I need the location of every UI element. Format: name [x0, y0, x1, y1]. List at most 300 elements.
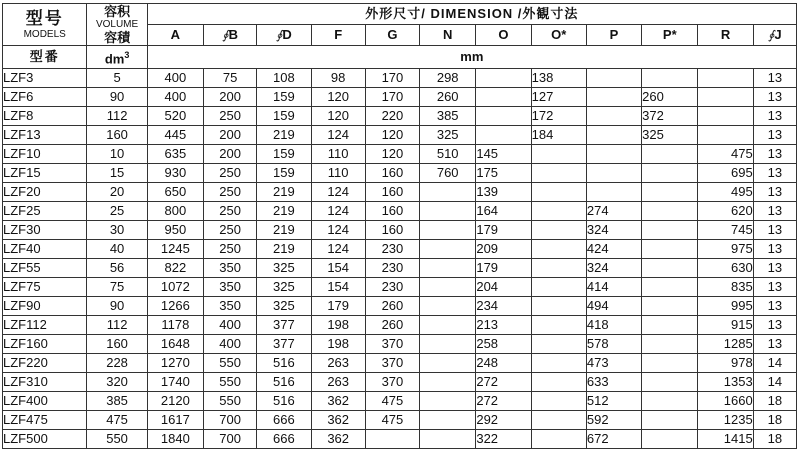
cell-d: 219 — [257, 221, 311, 240]
cell-r — [698, 107, 753, 126]
table-row — [3, 126, 797, 145]
cell-ps — [642, 335, 698, 354]
cell-ps — [642, 240, 698, 259]
cell-d: 377 — [257, 316, 311, 335]
cell-g: 120 — [365, 126, 419, 145]
cell-b: 250 — [204, 202, 257, 221]
table-row — [3, 259, 797, 278]
cell-g: 120 — [365, 145, 419, 164]
cell-f: 120 — [311, 107, 365, 126]
cell-o: 139 — [476, 183, 531, 202]
cell-d: 159 — [257, 164, 311, 183]
cell-d: 108 — [257, 69, 311, 88]
cell-model: LZF160 — [3, 335, 87, 354]
cell-r: 620 — [698, 202, 753, 221]
column-header-p-star — [642, 25, 698, 46]
cell-o: 209 — [476, 240, 531, 259]
cell-vol: 25 — [87, 202, 147, 221]
cell-f: 98 — [311, 69, 365, 88]
cell-o: 248 — [476, 354, 531, 373]
column-header-label: A — [170, 27, 181, 42]
cell-j: 13 — [753, 335, 796, 354]
cell-j: 18 — [753, 411, 796, 430]
cell-model: LZF40 — [3, 240, 87, 259]
model-header — [3, 4, 87, 46]
cell-os — [531, 411, 586, 430]
cell-o: 322 — [476, 430, 531, 449]
cell-r: 745 — [698, 221, 753, 240]
cell-a: 1617 — [147, 411, 203, 430]
cell-os — [531, 183, 586, 202]
cell-g: 160 — [365, 183, 419, 202]
cell-model: LZF75 — [3, 278, 87, 297]
cell-os: 138 — [531, 69, 586, 88]
cell-ps — [642, 297, 698, 316]
cell-j: 14 — [753, 373, 796, 392]
column-header-f — [311, 25, 365, 46]
table-row — [3, 107, 797, 126]
cell-d: 219 — [257, 202, 311, 221]
table-row — [3, 297, 797, 316]
cell-n — [420, 221, 476, 240]
cell-r: 835 — [698, 278, 753, 297]
volume-header-en: VOLUME — [95, 19, 139, 30]
cell-j: 13 — [753, 145, 796, 164]
cell-p: 418 — [586, 316, 641, 335]
cell-g: 160 — [365, 202, 419, 221]
cell-vol: 5 — [87, 69, 147, 88]
cell-model: LZF25 — [3, 202, 87, 221]
cell-model: LZF15 — [3, 164, 87, 183]
table-row — [3, 145, 797, 164]
cell-o: 175 — [476, 164, 531, 183]
cell-n — [420, 183, 476, 202]
cell-vol: 475 — [87, 411, 147, 430]
cell-j: 18 — [753, 430, 796, 449]
diameter-symbol: ∮ — [222, 28, 229, 42]
cell-model: LZF55 — [3, 259, 87, 278]
cell-o: 234 — [476, 297, 531, 316]
column-header-n — [420, 25, 476, 46]
cell-ps — [642, 278, 698, 297]
cell-a: 400 — [147, 88, 203, 107]
column-header-p — [586, 25, 641, 46]
cell-g: 475 — [365, 411, 419, 430]
cell-n — [420, 335, 476, 354]
column-header-o-star — [531, 25, 586, 46]
column-header-label: F — [334, 27, 343, 42]
cell-f: 154 — [311, 259, 365, 278]
cell-f: 124 — [311, 202, 365, 221]
cell-os — [531, 392, 586, 411]
cell-os — [531, 259, 586, 278]
cell-p — [586, 164, 641, 183]
cell-o: 164 — [476, 202, 531, 221]
cell-j: 13 — [753, 221, 796, 240]
cell-p: 578 — [586, 335, 641, 354]
volume-header-cjk-top: 容积 — [104, 4, 131, 19]
cell-n — [420, 297, 476, 316]
cell-a: 2120 — [147, 392, 203, 411]
cell-j: 13 — [753, 316, 796, 335]
cell-f: 124 — [311, 126, 365, 145]
cell-p — [586, 88, 641, 107]
cell-ps — [642, 183, 698, 202]
cell-p: 324 — [586, 221, 641, 240]
cell-f: 124 — [311, 240, 365, 259]
column-header-o — [476, 25, 531, 46]
cell-f: 124 — [311, 221, 365, 240]
cell-d: 159 — [257, 88, 311, 107]
cell-r: 975 — [698, 240, 753, 259]
cell-p: 633 — [586, 373, 641, 392]
cell-os — [531, 335, 586, 354]
cell-b: 250 — [204, 183, 257, 202]
cell-n — [420, 354, 476, 373]
cell-n — [420, 278, 476, 297]
cell-p: 473 — [586, 354, 641, 373]
cell-j: 13 — [753, 69, 796, 88]
cell-f: 362 — [311, 411, 365, 430]
cell-model: LZF475 — [3, 411, 87, 430]
cell-p: 494 — [586, 297, 641, 316]
table-row — [3, 88, 797, 107]
cell-os — [531, 316, 586, 335]
diameter-symbol: ∮ — [768, 28, 775, 42]
cell-r: 630 — [698, 259, 753, 278]
cell-a: 950 — [147, 221, 203, 240]
dimension-unit: mm — [147, 46, 796, 69]
cell-b: 400 — [204, 335, 257, 354]
volume-unit-exp: 3 — [124, 50, 130, 60]
model-header-en: MODELS — [23, 28, 66, 40]
cell-j: 13 — [753, 240, 796, 259]
cell-vol: 30 — [87, 221, 147, 240]
cell-f: 362 — [311, 392, 365, 411]
cell-model: LZF3 — [3, 69, 87, 88]
cell-ps — [642, 430, 698, 449]
cell-n — [420, 392, 476, 411]
cell-a: 1270 — [147, 354, 203, 373]
cell-b: 200 — [204, 88, 257, 107]
cell-os — [531, 297, 586, 316]
cell-p: 414 — [586, 278, 641, 297]
cell-o: 145 — [476, 145, 531, 164]
cell-o: 213 — [476, 316, 531, 335]
cell-r: 1235 — [698, 411, 753, 430]
cell-j: 13 — [753, 88, 796, 107]
cell-p: 274 — [586, 202, 641, 221]
cell-o — [476, 126, 531, 145]
cell-n — [420, 259, 476, 278]
cell-a: 445 — [147, 126, 203, 145]
cell-g — [365, 430, 419, 449]
cell-d: 516 — [257, 373, 311, 392]
column-header-b — [204, 25, 257, 46]
cell-g: 370 — [365, 373, 419, 392]
cell-r: 495 — [698, 183, 753, 202]
cell-j: 13 — [753, 183, 796, 202]
cell-g: 230 — [365, 240, 419, 259]
cell-r: 995 — [698, 297, 753, 316]
column-header-d — [257, 25, 311, 46]
cell-b: 550 — [204, 373, 257, 392]
cell-b: 350 — [204, 259, 257, 278]
cell-vol: 40 — [87, 240, 147, 259]
table-row — [3, 164, 797, 183]
cell-d: 325 — [257, 297, 311, 316]
cell-j: 13 — [753, 202, 796, 221]
cell-j: 14 — [753, 354, 796, 373]
cell-j: 13 — [753, 259, 796, 278]
cell-r: 475 — [698, 145, 753, 164]
column-header-label: D — [282, 27, 292, 42]
cell-b: 250 — [204, 240, 257, 259]
column-header-label: J — [774, 27, 782, 42]
cell-n — [420, 430, 476, 449]
cell-o: 272 — [476, 392, 531, 411]
cell-os — [531, 240, 586, 259]
cell-n: 325 — [420, 126, 476, 145]
cell-b: 400 — [204, 316, 257, 335]
cell-d: 219 — [257, 183, 311, 202]
cell-d: 516 — [257, 392, 311, 411]
cell-j: 13 — [753, 107, 796, 126]
cell-b: 250 — [204, 221, 257, 240]
cell-b: 250 — [204, 164, 257, 183]
cell-n: 298 — [420, 69, 476, 88]
cell-model: LZF13 — [3, 126, 87, 145]
cell-b: 200 — [204, 145, 257, 164]
cell-f: 154 — [311, 278, 365, 297]
cell-vol: 320 — [87, 373, 147, 392]
cell-vol: 15 — [87, 164, 147, 183]
cell-f: 110 — [311, 145, 365, 164]
cell-vol: 160 — [87, 335, 147, 354]
table-row — [3, 430, 797, 449]
cell-n: 385 — [420, 107, 476, 126]
cell-g: 370 — [365, 335, 419, 354]
volume-header — [87, 4, 147, 46]
cell-r — [698, 88, 753, 107]
column-header-label: P* — [662, 27, 677, 42]
cell-d: 377 — [257, 335, 311, 354]
cell-vol: 90 — [87, 88, 147, 107]
cell-ps — [642, 164, 698, 183]
cell-n — [420, 316, 476, 335]
cell-f: 110 — [311, 164, 365, 183]
cell-g: 170 — [365, 69, 419, 88]
cell-model: LZF10 — [3, 145, 87, 164]
column-header-label: N — [443, 27, 453, 42]
cell-n — [420, 202, 476, 221]
cell-a: 800 — [147, 202, 203, 221]
column-header-label: O — [498, 27, 509, 42]
column-header-r — [698, 25, 753, 46]
cell-r: 915 — [698, 316, 753, 335]
cell-vol: 228 — [87, 354, 147, 373]
cell-ps — [642, 145, 698, 164]
cell-d: 666 — [257, 430, 311, 449]
cell-model: LZF310 — [3, 373, 87, 392]
cell-a: 1266 — [147, 297, 203, 316]
model-header-cjk-bottom: 型番 — [3, 46, 87, 69]
cell-a: 1740 — [147, 373, 203, 392]
table-row — [3, 373, 797, 392]
table-body — [3, 69, 797, 449]
cell-a: 1245 — [147, 240, 203, 259]
column-header-a — [147, 25, 203, 46]
cell-b: 550 — [204, 354, 257, 373]
table-row — [3, 221, 797, 240]
cell-a: 400 — [147, 69, 203, 88]
cell-model: LZF20 — [3, 183, 87, 202]
table-row — [3, 240, 797, 259]
cell-g: 160 — [365, 221, 419, 240]
table-row — [3, 69, 797, 88]
cell-p: 324 — [586, 259, 641, 278]
cell-ps — [642, 373, 698, 392]
cell-b: 350 — [204, 297, 257, 316]
cell-d: 516 — [257, 354, 311, 373]
cell-o: 272 — [476, 373, 531, 392]
cell-b: 250 — [204, 107, 257, 126]
cell-a: 650 — [147, 183, 203, 202]
cell-n: 260 — [420, 88, 476, 107]
cell-n: 760 — [420, 164, 476, 183]
cell-r: 1285 — [698, 335, 753, 354]
cell-f: 263 — [311, 354, 365, 373]
cell-vol: 112 — [87, 107, 147, 126]
cell-p — [586, 107, 641, 126]
cell-d: 159 — [257, 145, 311, 164]
cell-a: 520 — [147, 107, 203, 126]
cell-os: 184 — [531, 126, 586, 145]
cell-vol: 56 — [87, 259, 147, 278]
cell-model: LZF30 — [3, 221, 87, 240]
cell-ps — [642, 69, 698, 88]
cell-model: LZF90 — [3, 297, 87, 316]
cell-g: 260 — [365, 316, 419, 335]
table-row — [3, 335, 797, 354]
table-row — [3, 316, 797, 335]
cell-d: 325 — [257, 259, 311, 278]
cell-p: 512 — [586, 392, 641, 411]
cell-r — [698, 126, 753, 145]
column-header-label: R — [720, 27, 731, 42]
cell-r: 1660 — [698, 392, 753, 411]
cell-a: 822 — [147, 259, 203, 278]
cell-vol: 75 — [87, 278, 147, 297]
cell-p — [586, 126, 641, 145]
cell-os — [531, 145, 586, 164]
cell-p — [586, 145, 641, 164]
cell-d: 219 — [257, 126, 311, 145]
cell-vol: 385 — [87, 392, 147, 411]
cell-ps — [642, 392, 698, 411]
cell-f: 179 — [311, 297, 365, 316]
cell-j: 13 — [753, 297, 796, 316]
cell-model: LZF6 — [3, 88, 87, 107]
cell-b: 75 — [204, 69, 257, 88]
table-row — [3, 411, 797, 430]
cell-n — [420, 240, 476, 259]
cell-os — [531, 202, 586, 221]
cell-a: 1072 — [147, 278, 203, 297]
cell-g: 260 — [365, 297, 419, 316]
cell-r: 1415 — [698, 430, 753, 449]
cell-g: 170 — [365, 88, 419, 107]
cell-a: 1840 — [147, 430, 203, 449]
cell-n: 510 — [420, 145, 476, 164]
cell-f: 263 — [311, 373, 365, 392]
cell-o — [476, 69, 531, 88]
cell-o: 258 — [476, 335, 531, 354]
cell-os: 127 — [531, 88, 586, 107]
cell-ps: 372 — [642, 107, 698, 126]
cell-n — [420, 411, 476, 430]
cell-j: 13 — [753, 164, 796, 183]
cell-vol: 20 — [87, 183, 147, 202]
cell-g: 475 — [365, 392, 419, 411]
cell-b: 700 — [204, 430, 257, 449]
cell-os — [531, 164, 586, 183]
cell-model: LZF500 — [3, 430, 87, 449]
cell-j: 18 — [753, 392, 796, 411]
cell-p: 672 — [586, 430, 641, 449]
table-row — [3, 278, 797, 297]
cell-o: 179 — [476, 259, 531, 278]
cell-b: 350 — [204, 278, 257, 297]
cell-b: 550 — [204, 392, 257, 411]
cell-a: 930 — [147, 164, 203, 183]
cell-a: 635 — [147, 145, 203, 164]
cell-a: 1178 — [147, 316, 203, 335]
cell-ps: 325 — [642, 126, 698, 145]
table-row — [3, 202, 797, 221]
cell-ps — [642, 411, 698, 430]
cell-f: 198 — [311, 335, 365, 354]
cell-p — [586, 69, 641, 88]
table-row — [3, 354, 797, 373]
cell-g: 230 — [365, 278, 419, 297]
cell-ps — [642, 354, 698, 373]
table-row — [3, 183, 797, 202]
cell-ps — [642, 316, 698, 335]
table-row — [3, 392, 797, 411]
cell-d: 219 — [257, 240, 311, 259]
model-header-cjk-top: 型号 — [25, 8, 64, 28]
cell-os — [531, 373, 586, 392]
cell-vol: 90 — [87, 297, 147, 316]
cell-g: 160 — [365, 164, 419, 183]
cell-d: 159 — [257, 107, 311, 126]
volume-header-cjk-bottom: 容積 — [104, 30, 131, 45]
cell-os — [531, 278, 586, 297]
cell-ps: 260 — [642, 88, 698, 107]
cell-o — [476, 88, 531, 107]
column-header-label: G — [387, 27, 398, 42]
cell-f: 198 — [311, 316, 365, 335]
cell-a: 1648 — [147, 335, 203, 354]
cell-r — [698, 69, 753, 88]
cell-r: 1353 — [698, 373, 753, 392]
cell-ps — [642, 259, 698, 278]
cell-p: 592 — [586, 411, 641, 430]
dimension-title: 外形尺寸/ DIMENSION /外観寸法 — [147, 4, 796, 25]
cell-d: 325 — [257, 278, 311, 297]
dimension-table — [2, 3, 797, 449]
